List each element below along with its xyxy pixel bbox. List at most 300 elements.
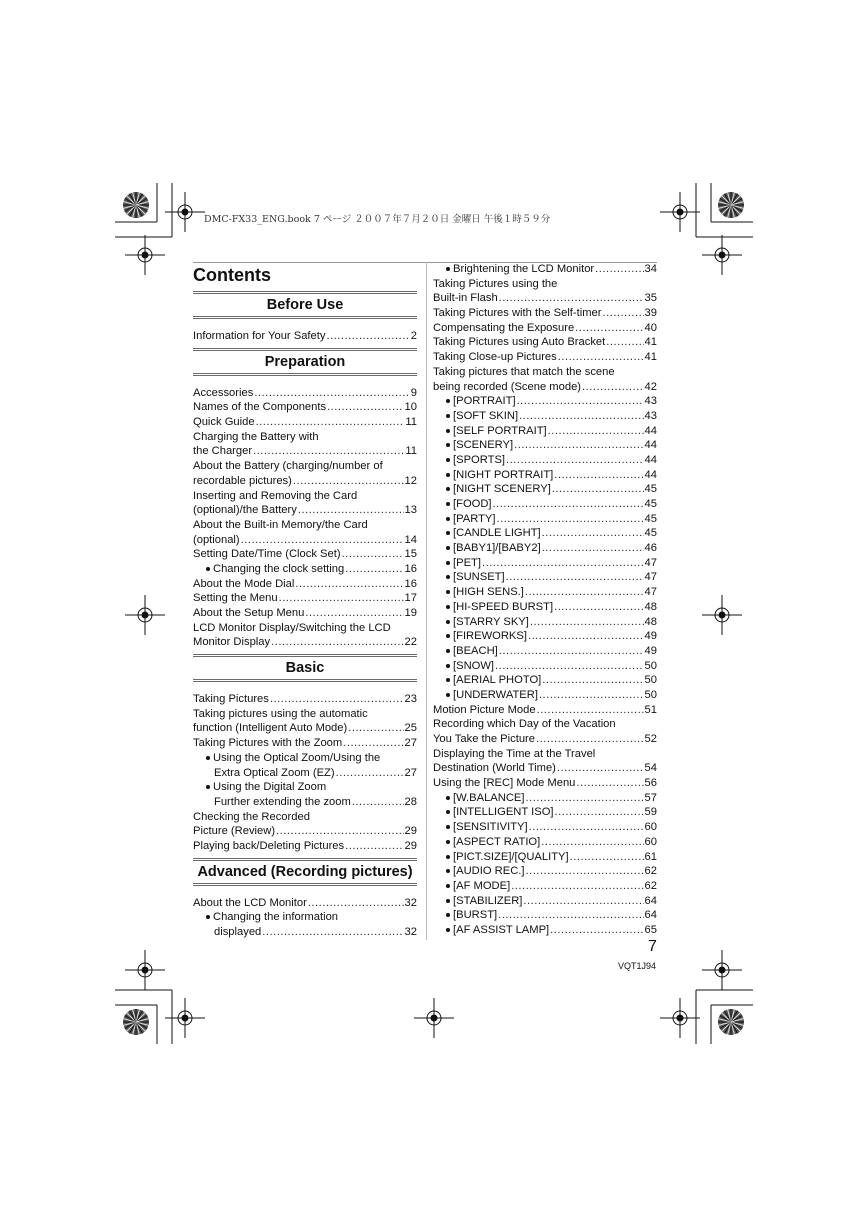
toc-entry-text: Changing the clock setting xyxy=(213,562,345,575)
toc-entry xyxy=(433,541,657,556)
toc-entry-text: Taking Pictures with the Self-timer xyxy=(433,307,602,320)
toc-entry xyxy=(193,591,417,606)
toc-entry xyxy=(433,805,657,820)
toc-entry-text: Using the [REC] Mode Menu xyxy=(433,777,576,790)
starburst-mark xyxy=(718,1009,744,1035)
toc-entry-text: Brightening the LCD Monitor xyxy=(453,263,595,275)
toc-entry-page: 44 xyxy=(644,453,657,466)
toc-entry-page: 44 xyxy=(644,424,657,437)
starburst-mark xyxy=(123,192,149,218)
toc-entry-text: Using the Optical Zoom/Using the xyxy=(213,751,381,764)
toc-entry xyxy=(193,518,417,533)
toc-entry-text: [NIGHT SCENERY] xyxy=(453,483,551,496)
toc-entry-page: 59 xyxy=(644,806,657,819)
toc-entry-page: 15 xyxy=(404,548,417,561)
dot-leader xyxy=(514,438,643,453)
toc-entry-text: About the Setup Menu xyxy=(193,607,305,619)
dot-leader xyxy=(529,820,644,835)
starburst-mark xyxy=(123,1009,149,1035)
toc-entry-page: 46 xyxy=(644,542,657,555)
toc-entry-text: Displaying the Time at the Travel xyxy=(433,747,596,760)
toc-entry-text: Taking Pictures using Auto Bracket xyxy=(433,336,606,349)
toc-entry-text: [BURST] xyxy=(453,909,498,922)
toc-entry xyxy=(433,820,657,835)
toc-entry-text: Checking the Recorded xyxy=(193,810,310,823)
dot-leader xyxy=(336,766,404,781)
toc-entry xyxy=(193,474,417,489)
toc-entry-page: 60 xyxy=(644,821,657,834)
toc-entry-page: 32 xyxy=(404,896,417,909)
dot-leader xyxy=(308,896,404,911)
toc-entry-page: 57 xyxy=(644,791,657,804)
toc-entry xyxy=(433,644,657,659)
dot-leader xyxy=(530,615,644,630)
dot-leader xyxy=(558,350,644,365)
toc-entry-text: [ASPECT RATIO] xyxy=(453,835,541,848)
toc-entry-page: 45 xyxy=(644,527,657,540)
toc-entry xyxy=(433,835,657,850)
section-toc-list xyxy=(193,692,417,854)
dot-leader xyxy=(595,262,643,277)
toc-entry-page: 12 xyxy=(404,474,417,487)
dot-leader xyxy=(271,635,403,650)
toc-entry xyxy=(433,585,657,600)
dot-leader xyxy=(541,835,643,850)
toc-entry xyxy=(433,615,657,630)
dot-leader xyxy=(525,585,644,600)
toc-entry xyxy=(193,562,417,577)
toc-entry xyxy=(193,386,417,401)
toc-entry xyxy=(193,415,417,430)
toc-entry-page: 29 xyxy=(404,825,417,838)
dot-leader xyxy=(482,556,644,571)
dot-leader xyxy=(537,703,644,718)
dot-leader xyxy=(345,562,403,577)
dot-leader xyxy=(326,329,409,344)
dot-leader xyxy=(276,824,403,839)
crosshair-mark xyxy=(125,950,165,990)
toc-entry-text: [SUNSET] xyxy=(453,571,505,584)
toc-entry xyxy=(433,556,657,571)
dot-leader xyxy=(293,474,404,489)
toc-entry-text: Taking Pictures with the Zoom xyxy=(193,737,343,750)
toc-entry-page: 11 xyxy=(405,445,417,458)
dot-leader xyxy=(557,761,644,776)
document-code: VQT1J94 xyxy=(618,961,657,971)
toc-entry xyxy=(193,444,417,459)
toc-entry xyxy=(433,673,657,688)
toc-entry-text: Quick Guide xyxy=(193,416,255,429)
toc-entry xyxy=(433,482,657,497)
toc-entry xyxy=(433,850,657,865)
toc-entry-text: [SCENERY] xyxy=(453,439,514,452)
dot-leader xyxy=(519,409,643,424)
toc-entry-page: 25 xyxy=(404,722,417,735)
toc-entry-text: (optional) xyxy=(193,533,240,546)
toc-entry xyxy=(433,526,657,541)
toc-entry xyxy=(433,291,657,306)
toc-entry-page: 17 xyxy=(404,592,417,605)
dot-leader xyxy=(295,577,403,592)
dot-leader xyxy=(570,850,644,865)
toc-entry-text: Inserting and Removing the Card xyxy=(193,489,358,502)
toc-entry-text: [SOFT SKIN] xyxy=(453,409,519,422)
toc-entry-page: 64 xyxy=(644,894,657,907)
toc-entry xyxy=(193,533,417,548)
toc-entry-text: [BEACH] xyxy=(453,644,498,657)
toc-entry-text: function (Intelligent Auto Mode) xyxy=(193,722,348,735)
dot-leader xyxy=(498,908,643,923)
toc-entry-text: [HIGH SENS.] xyxy=(453,586,524,599)
toc-entry-text: recordable pictures) xyxy=(193,474,292,487)
toc-entry-text: [PORTRAIT] xyxy=(453,395,516,408)
dot-leader xyxy=(542,526,644,541)
right-toc-list xyxy=(433,262,657,938)
column-divider xyxy=(426,262,427,940)
toc-entry-text: Taking pictures using the automatic xyxy=(193,707,368,720)
toc-entry xyxy=(433,468,657,483)
toc-entry-page: 47 xyxy=(644,556,657,569)
toc-entry-page: 64 xyxy=(644,909,657,922)
toc-entry-text: [STABILIZER] xyxy=(453,894,523,907)
toc-entry-page: 35 xyxy=(644,292,657,305)
dot-leader xyxy=(606,335,643,350)
toc-entry xyxy=(193,766,417,781)
toc-entry-page: 41 xyxy=(644,351,657,364)
toc-entry-text: [INTELLIGENT ISO] xyxy=(453,806,554,819)
dot-leader xyxy=(576,776,643,791)
toc-entry xyxy=(433,409,657,424)
toc-entry-text: [AF MODE] xyxy=(453,879,511,892)
toc-entry xyxy=(193,721,417,736)
dot-leader xyxy=(542,673,643,688)
section-toc-list xyxy=(193,386,417,650)
toc-entry-text: [CANDLE LIGHT] xyxy=(453,527,541,540)
toc-entry-page: 50 xyxy=(644,688,657,701)
toc-entry-page: 52 xyxy=(644,733,657,745)
toc-entry-page: 16 xyxy=(404,577,417,590)
toc-entry-text: Playing back/Deleting Pictures xyxy=(193,839,345,852)
dot-leader xyxy=(499,644,644,659)
toc-entry-text: [UNDERWATER] xyxy=(453,688,538,701)
dot-leader xyxy=(523,894,643,909)
dot-leader xyxy=(526,791,644,806)
toc-entry xyxy=(433,747,657,762)
toc-entry-page: 16 xyxy=(404,562,417,575)
page-title: Contents xyxy=(193,265,271,285)
toc-entry-text: [AUDIO REC.] xyxy=(453,865,525,878)
toc-entry xyxy=(193,839,417,854)
dot-leader xyxy=(495,659,644,674)
dot-leader xyxy=(517,394,644,409)
toc-entry-text: Motion Picture Mode xyxy=(433,703,536,716)
section-heading: Basic xyxy=(193,654,417,682)
toc-entry xyxy=(433,365,657,380)
toc-entry xyxy=(433,512,657,527)
toc-entry-text: About the LCD Monitor xyxy=(193,896,307,909)
toc-entry xyxy=(193,824,417,839)
toc-entry-text: Information for Your Safety xyxy=(193,330,326,342)
dot-leader xyxy=(554,468,643,483)
toc-entry xyxy=(433,424,657,439)
section-heading: Advanced (Recording pictures) xyxy=(193,858,417,886)
toc-entry xyxy=(193,795,417,810)
toc-entry xyxy=(433,453,657,468)
toc-entry-page: 23 xyxy=(404,693,417,706)
toc-entry xyxy=(193,736,417,751)
toc-entry-text: Built-in Flash xyxy=(433,292,498,305)
dot-leader xyxy=(511,879,643,894)
toc-entry xyxy=(193,910,417,925)
toc-entry xyxy=(433,923,657,938)
dot-leader xyxy=(542,541,644,556)
toc-entry-page: 14 xyxy=(404,533,417,546)
dot-leader xyxy=(253,444,404,459)
page-number: 7 xyxy=(648,938,657,955)
left-column xyxy=(193,262,417,940)
toc-entry-text: Changing the information xyxy=(213,911,339,924)
starburst-mark xyxy=(718,192,744,218)
section-toc-list xyxy=(193,896,417,940)
dot-leader xyxy=(554,600,643,615)
toc-entry xyxy=(193,707,417,722)
crosshair-mark xyxy=(702,950,742,990)
toc-entry-page: 27 xyxy=(404,766,417,779)
toc-entry-text: Charging the Battery with xyxy=(193,430,319,443)
right-column xyxy=(433,262,657,938)
toc-entry-text: [SNOW] xyxy=(453,659,495,672)
dot-leader xyxy=(550,923,643,938)
toc-entry-text: being recorded (Scene mode) xyxy=(433,380,582,393)
dot-leader xyxy=(506,453,644,468)
toc-entry xyxy=(433,570,657,585)
toc-entry-text: Names of the Components xyxy=(193,401,327,414)
toc-entry xyxy=(433,791,657,806)
toc-entry-text: Accessories xyxy=(193,386,254,399)
toc-entry-text: Compensating the Exposure xyxy=(433,321,575,334)
toc-entry-page: 2 xyxy=(410,330,417,342)
toc-entry-text: [PET] xyxy=(453,556,481,569)
toc-entry-text: [HI-SPEED BURST] xyxy=(453,600,554,613)
toc-entry xyxy=(433,306,657,321)
toc-entry-page: 44 xyxy=(644,439,657,452)
section-heading: Preparation xyxy=(193,348,417,376)
dot-leader xyxy=(348,721,403,736)
toc-entry-page: 41 xyxy=(644,336,657,349)
toc-entry xyxy=(433,659,657,674)
toc-entry-page: 29 xyxy=(404,839,417,852)
toc-entry xyxy=(193,547,417,562)
dot-leader xyxy=(539,688,644,703)
toc-entry xyxy=(433,688,657,703)
toc-entry-page: 56 xyxy=(644,777,657,790)
toc-entry-page: 47 xyxy=(644,586,657,599)
toc-entry-page: 49 xyxy=(644,630,657,643)
toc-entry xyxy=(433,864,657,879)
toc-entry-text: [AERIAL PHOTO] xyxy=(453,674,542,687)
dot-leader xyxy=(305,606,403,621)
toc-entry-text: Using the Digital Zoom xyxy=(213,781,327,794)
toc-entry-page: 11 xyxy=(405,416,417,429)
dot-leader xyxy=(528,629,644,644)
toc-entry-page: 10 xyxy=(404,401,417,414)
toc-entry xyxy=(433,321,657,336)
toc-entry xyxy=(193,751,417,766)
dot-leader xyxy=(582,380,644,395)
dot-leader xyxy=(279,591,404,606)
dot-leader xyxy=(552,482,644,497)
toc-entry-text: [STARRY SKY] xyxy=(453,615,529,628)
toc-entry-page: 47 xyxy=(644,571,657,584)
toc-entry xyxy=(433,394,657,409)
toc-entry-text: [BABY1]/[BABY2] xyxy=(453,542,541,555)
toc-entry-page: 19 xyxy=(404,607,417,619)
toc-entry xyxy=(433,879,657,894)
toc-entry xyxy=(193,692,417,707)
toc-entry-page: 13 xyxy=(404,504,417,517)
toc-entry xyxy=(193,896,417,911)
toc-entry-page: 44 xyxy=(644,468,657,481)
dot-leader xyxy=(256,415,405,430)
toc-entry-text: [SENSITIVITY] xyxy=(453,821,528,834)
toc-entry xyxy=(433,703,657,718)
toc-entry-page: 28 xyxy=(404,795,417,808)
dot-leader xyxy=(536,732,644,747)
toc-entry xyxy=(193,810,417,825)
toc-entry xyxy=(433,262,657,277)
dot-leader xyxy=(525,864,643,879)
toc-entry xyxy=(433,894,657,909)
toc-entry-page: 32 xyxy=(404,926,417,938)
toc-entry-page: 34 xyxy=(644,263,657,275)
toc-entry-page: 62 xyxy=(644,865,657,878)
toc-entry xyxy=(193,489,417,504)
toc-entry-page: 48 xyxy=(644,600,657,613)
toc-entry-text: Taking Pictures xyxy=(193,693,269,706)
toc-entry xyxy=(433,277,657,292)
toc-entry xyxy=(193,577,417,592)
toc-entry xyxy=(433,335,657,350)
toc-entry-text: About the Mode Dial xyxy=(193,577,295,590)
dot-leader xyxy=(506,570,644,585)
toc-entry-page: 45 xyxy=(644,512,657,525)
crosshair-mark xyxy=(165,998,205,1038)
toc-entry-text: Destination (World Time) xyxy=(433,762,556,775)
left-sections xyxy=(193,291,417,940)
dot-leader xyxy=(345,839,403,854)
toc-entry-text: [AF ASSIST LAMP] xyxy=(453,923,550,936)
toc-entry-text: About the Battery (charging/number of xyxy=(193,460,383,473)
toc-entry-page: 48 xyxy=(644,615,657,628)
toc-entry-text: displayed xyxy=(214,926,262,938)
toc-entry xyxy=(433,600,657,615)
toc-entry xyxy=(433,761,657,776)
dot-leader xyxy=(262,925,403,940)
crosshair-mark xyxy=(660,998,700,1038)
toc-entry-text: [PARTY] xyxy=(453,512,496,525)
dot-leader xyxy=(603,306,644,321)
toc-entry-text: Setting the Menu xyxy=(193,592,278,605)
toc-entry-page: 22 xyxy=(404,636,417,649)
toc-entry-page: 51 xyxy=(644,703,657,716)
dot-leader xyxy=(548,424,644,439)
crosshair-mark xyxy=(660,192,700,232)
toc-entry-page: 40 xyxy=(644,321,657,334)
toc-entry-page: 42 xyxy=(644,380,657,393)
toc-entry-page: 50 xyxy=(644,674,657,687)
toc-entry-page: 60 xyxy=(644,835,657,848)
toc-entry xyxy=(433,380,657,395)
toc-entry xyxy=(433,629,657,644)
toc-entry xyxy=(193,430,417,445)
toc-entry-text: the Charger xyxy=(193,445,253,458)
crosshair-mark xyxy=(414,998,454,1038)
toc-entry-page: 50 xyxy=(644,659,657,672)
toc-entry-page: 43 xyxy=(644,409,657,422)
section-heading: Before Use xyxy=(193,291,417,319)
toc-entry-text: [PICT.SIZE]/[QUALITY] xyxy=(453,850,569,863)
crosshair-mark xyxy=(702,595,742,635)
toc-entry-text: About the Built-in Memory/the Card xyxy=(193,518,368,531)
toc-entry-page: 65 xyxy=(644,923,657,936)
crosshair-mark xyxy=(125,595,165,635)
dot-leader xyxy=(575,321,643,336)
toc-entry-text: Picture (Review) xyxy=(193,825,276,838)
toc-entry xyxy=(433,497,657,512)
dot-leader xyxy=(496,512,643,527)
toc-entry xyxy=(193,780,417,795)
toc-entry xyxy=(193,459,417,474)
toc-entry-page: 39 xyxy=(644,307,657,320)
toc-entry-page: 45 xyxy=(644,483,657,496)
toc-entry-text: [SPORTS] xyxy=(453,453,506,466)
toc-entry xyxy=(433,438,657,453)
dot-leader xyxy=(555,805,644,820)
crosshair-mark xyxy=(165,192,205,232)
dot-leader xyxy=(254,386,409,401)
toc-entry-page: 61 xyxy=(644,850,657,863)
toc-entry xyxy=(193,400,417,415)
toc-entry-page: 49 xyxy=(644,644,657,657)
toc-entry-text: You Take the Picture xyxy=(433,733,536,745)
toc-entry-page: 9 xyxy=(410,386,417,399)
toc-entry-text: Monitor Display xyxy=(193,636,271,649)
toc-entry-page: 45 xyxy=(644,498,657,510)
toc-entry xyxy=(193,606,417,621)
toc-entry-page: 27 xyxy=(404,737,417,750)
toc-entry-text: LCD Monitor Display/Switching the LCD xyxy=(193,621,391,634)
dot-leader xyxy=(342,547,404,562)
toc-entry-page: 43 xyxy=(644,395,657,408)
toc-entry-text: [FOOD] xyxy=(453,498,492,510)
toc-entry xyxy=(433,776,657,791)
toc-entry-text: Further extending the zoom xyxy=(214,795,351,808)
dot-leader xyxy=(499,291,644,306)
toc-entry-page: 62 xyxy=(644,879,657,892)
crosshair-mark xyxy=(702,235,742,275)
toc-entry xyxy=(193,925,417,940)
toc-entry-text: [NIGHT PORTRAIT] xyxy=(453,468,554,481)
dot-leader xyxy=(352,795,404,810)
toc-entry-text: Extra Optical Zoom (EZ) xyxy=(214,766,335,779)
toc-entry-text: (optional)/the Battery xyxy=(193,504,297,517)
toc-entry xyxy=(193,621,417,636)
toc-entry xyxy=(193,635,417,650)
toc-entry xyxy=(433,717,657,732)
toc-entry-page: 54 xyxy=(644,762,657,775)
toc-entry xyxy=(433,350,657,365)
dot-leader xyxy=(343,736,403,751)
